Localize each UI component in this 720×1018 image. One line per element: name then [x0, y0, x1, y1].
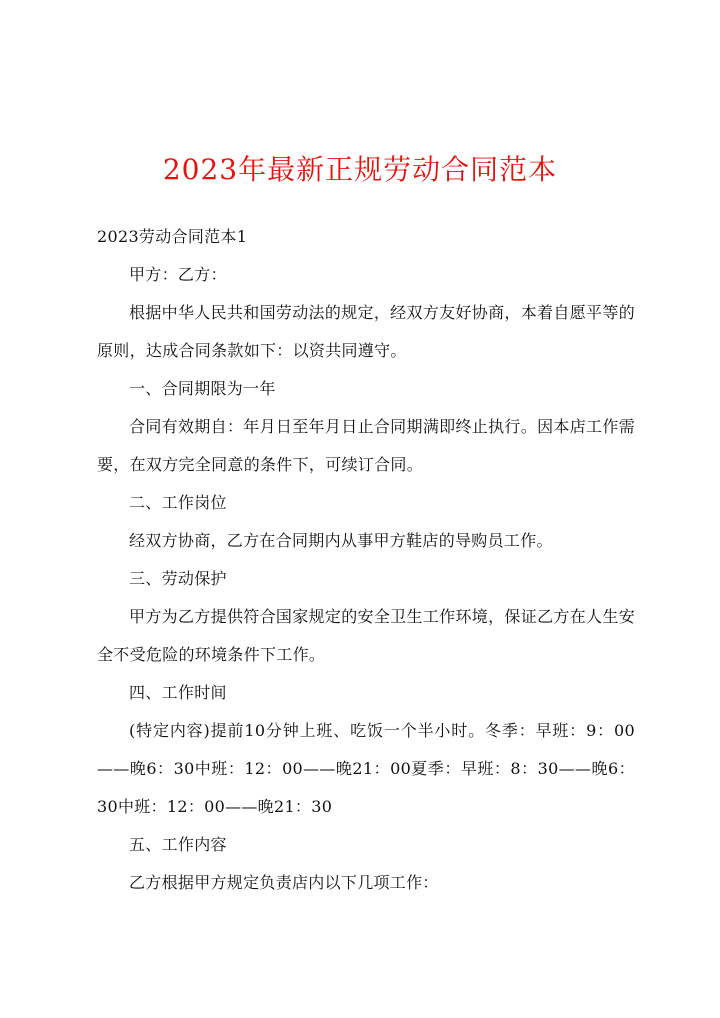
- body-paragraph: 乙方根据甲方规定负责店内以下几项工作：: [129, 873, 439, 892]
- clause-heading: 二、工作岗位: [129, 493, 227, 512]
- clause-heading: 三、劳动保护: [129, 569, 227, 588]
- document-title: 2023年最新正规劳动合同范本: [162, 153, 558, 186]
- parties-line: 甲方：乙方：: [129, 265, 227, 284]
- clause-heading: 五、工作内容: [129, 835, 227, 854]
- body-paragraph: 根据中华人民共和国劳动法的规定，经双方友好协商，本着自愿平等的原则，达成合同条款如下：以资共同遵守。: [97, 303, 635, 360]
- body-paragraph: 经双方协商，乙方在合同期内从事甲方鞋店的导购员工作。: [129, 531, 553, 550]
- clause-heading: 一、合同期限为一年: [129, 379, 276, 398]
- body-paragraph: (特定内容)提前10分钟上班、吃饭一个半小时。冬季：早班：9：00——晚6：30中班：12：00——晚21：00夏季：早班：8：30——晚6：30中班：12：00——晚21：30: [97, 721, 635, 816]
- body-paragraph: 合同有效期自：年月日至年月日止合同期满即终止执行。因本店工作需要，在双方完全同意的条件下，可续订合同。: [97, 417, 635, 474]
- body-paragraph: 甲方为乙方提供符合国家规定的安全卫生工作环境，保证乙方在人生安全不受危险的环境条件下工作。: [97, 607, 635, 664]
- section-heading: 2023劳动合同范本1: [97, 227, 248, 246]
- document-body: [97, 218, 635, 902]
- clause-heading: 四、工作时间: [129, 683, 227, 702]
